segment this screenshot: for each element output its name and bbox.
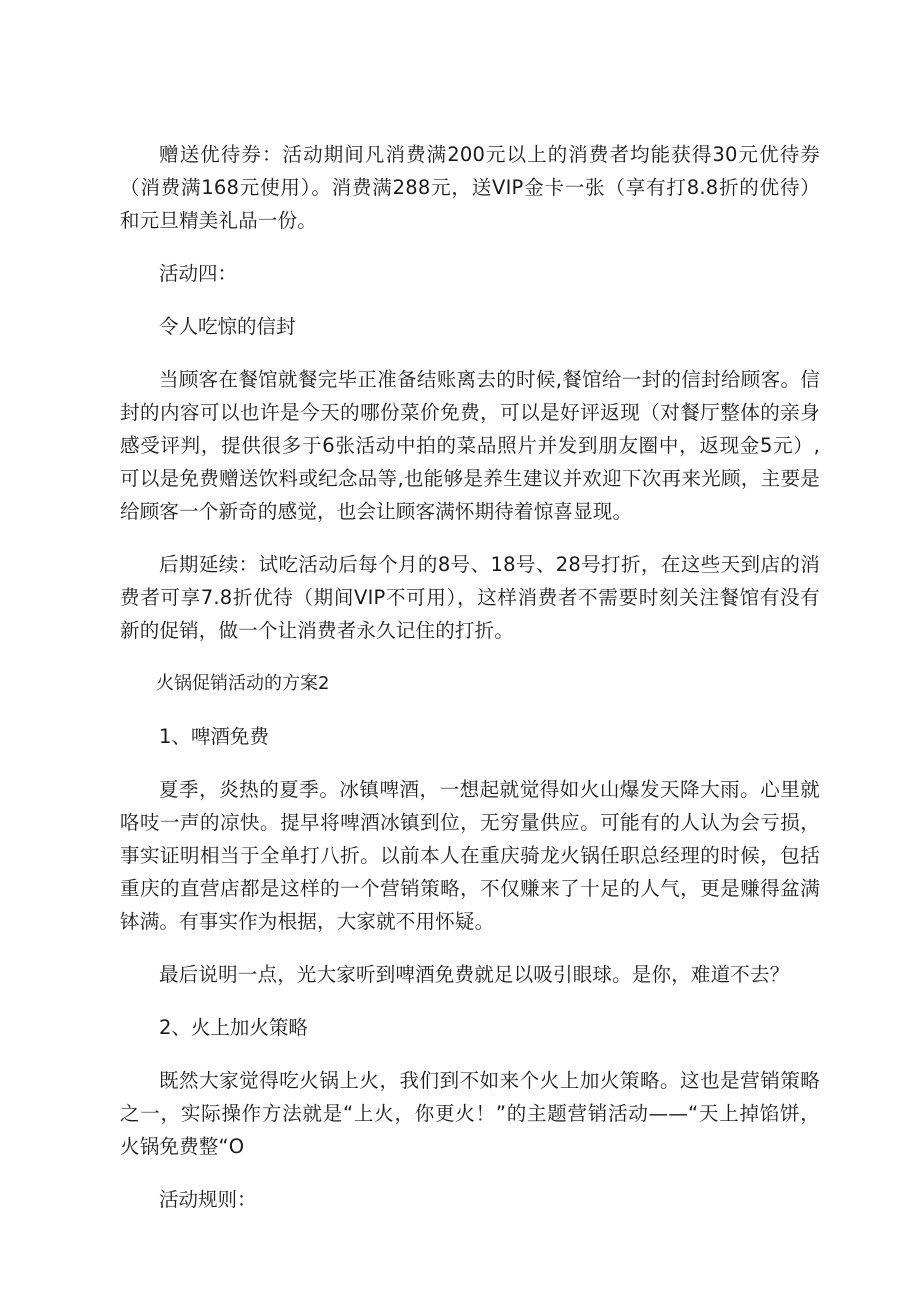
- heading-free-beer: 1、啤酒免费: [159, 725, 269, 748]
- heading-activity-rules: 活动规则：: [159, 1188, 257, 1211]
- paragraph-conclusion: 最后说明一点，光大家听到啤酒免费就足以吸引眼球。是你，难道不去？: [159, 963, 790, 986]
- heading-activity-four: 活动四：: [159, 262, 238, 285]
- paragraph-coupon: 赠送优待券：活动期间凡消费满200元以上的消费者均能获得30元优待券（消费满168元使用）。消费满288元，送VIP金卡一张（享有打8.8折的优待）和元旦精美礼品一份。: [120, 143, 820, 232]
- paragraph-summer-beer: 夏季，炎热的夏季。冰镇啤酒，一想起就觉得如火山爆发天降大雨。心里就咯吱一声的凉快。提早将啤酒冰镇到位，无穷量供应。可能有的人认为会亏损，事实证明相当于全单打八折。以前本人在重庆骑龙火锅任职总经理的时候，包括重庆的直营店都是这样的一个营销策略，不仅赚来了十足的人气，更是赚得盆满钵满。有事实作为根据，大家就不用怀疑。: [120, 778, 820, 933]
- heading-plan-2: 火锅促销活动的方案2: [156, 673, 330, 694]
- paragraph-envelope: 当顾客在餐馆就餐完毕正准备结账离去的时候,餐馆给一封的信封给顾客。信封的内容可以也许是今天的哪份菜价免费，可以是好评返现（对餐厅整体的亲身感受评判，提供很多于6张活动中拍的菜品照片并发到朋友圈中，返现金5元）,可以是免费赠送饮料或纪念品等,也能够是养生建议并欢迎下次再来光顾，主要是给顾客一个新奇的感觉，也会让顾客满怀期待着惊喜显现。: [120, 368, 820, 523]
- paragraph-fire-strategy: 既然大家觉得吃火锅上火，我们到不如来个火上加火策略。这也是营销策略之一，实际操作方法就是“上火，你更火！”的主题营销活动——“天上掉馅饼，火锅免费整“O: [120, 1069, 820, 1158]
- heading-surprise-envelope: 令人吃惊的信封: [159, 315, 296, 338]
- heading-fire-strategy: 2、火上加火策略: [159, 1016, 308, 1039]
- document-body: [120, 138, 820, 1236]
- paragraph-follow-up: 后期延续：试吃活动后每个月的8号、18号、28号打折，在这些天到店的消费者可享7.8折优待（期间VIP不可用），这样消费者不需要时刻关注餐馆有没有新的促销，做一个让消费者永久记住的打折。: [120, 553, 820, 642]
